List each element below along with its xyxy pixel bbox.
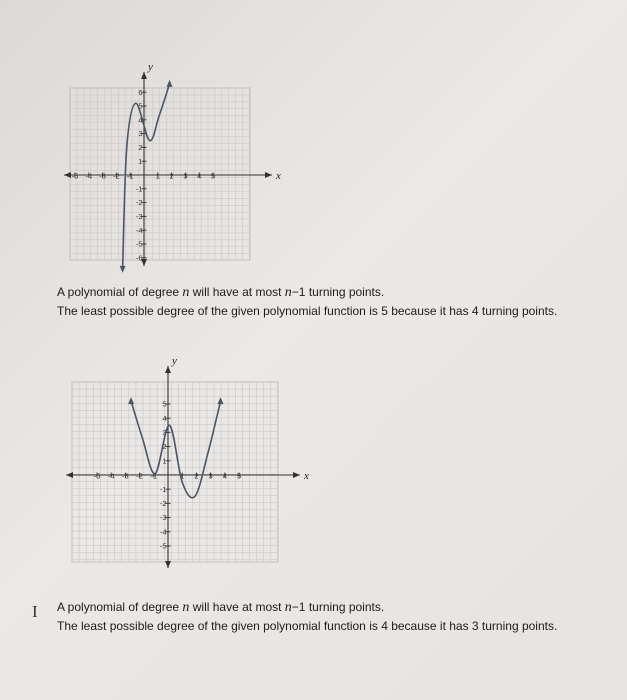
caption-1-line-2: The least possible degree of the given polynomial function is 5 because it has 4 turning points.	[57, 304, 558, 318]
x-tick-label: -2	[136, 471, 143, 481]
x-tick-label: -2	[113, 171, 120, 181]
y-axis-arrow-up	[165, 366, 171, 373]
y-axis-arrow-down	[165, 561, 171, 568]
graph-1-y-label: y	[148, 61, 153, 73]
x-tick-label: -4	[107, 471, 115, 481]
grid-border	[72, 382, 278, 562]
caption-1	[57, 283, 557, 320]
x-tick-label: -4	[85, 171, 93, 181]
caption-1-var-n-2: n	[284, 285, 292, 300]
y-tick-label: -6	[135, 253, 143, 263]
graph-1-x-label: x	[276, 170, 281, 182]
y-tick-label: -5	[135, 239, 143, 249]
x-tick-label: 1	[180, 471, 185, 481]
y-tick-label: -3	[159, 513, 167, 523]
caption-2-line-1	[57, 598, 557, 617]
x-tick-label: 4	[222, 471, 227, 481]
caption-2-text-c: −1 turning points.	[291, 600, 385, 614]
y-tick-label: 5	[138, 101, 143, 111]
y-tick-label: -5	[159, 541, 167, 551]
caption-2-line-2: The least possible degree of the given polynomial function is 4 because it has 3 turning points.	[57, 619, 558, 633]
x-tick-label: 1	[155, 171, 160, 181]
y-tick-label: 4	[162, 413, 167, 423]
caption-2-text-b: will have at most	[189, 600, 285, 614]
x-tick-label: 3	[183, 171, 188, 181]
x-axis-arrow-right	[265, 172, 272, 178]
caption-1-var-n: n	[182, 285, 190, 300]
graph-1-axes	[64, 72, 272, 266]
x-tick-label: 5	[236, 471, 242, 481]
y-tick-label: 5	[162, 399, 167, 409]
graph-2-y-label: y	[172, 355, 177, 367]
y-tick-label: 1	[162, 456, 167, 466]
x-tick-label: 2	[194, 471, 199, 481]
caption-1-text-b: will have at most	[189, 285, 285, 299]
curve-arrow-start	[120, 266, 126, 273]
y-tick-label: -2	[159, 499, 167, 508]
y-tick-label: -1	[135, 184, 143, 194]
text-cursor-icon: I	[32, 602, 38, 621]
x-tick-label: -5	[71, 171, 79, 181]
x-tick-label: -5	[93, 471, 101, 481]
y-tick-label: -4	[135, 225, 143, 235]
graph-2-grid	[72, 382, 278, 562]
curve-arrow-end	[167, 80, 173, 87]
caption-2-text-a: A polynomial of degree	[57, 600, 183, 614]
x-tick-label: -1	[126, 171, 134, 181]
x-axis-arrow-left	[66, 472, 73, 478]
curve-arrow-end	[218, 397, 224, 404]
graph-1	[60, 55, 281, 270]
caption-2	[57, 598, 557, 635]
x-tick-label: -3	[99, 171, 106, 181]
y-axis-arrow-up	[141, 72, 147, 79]
y-tick-label: -1	[159, 484, 167, 494]
caption-2-var-n: n	[182, 600, 190, 615]
y-tick-label: -4	[159, 527, 167, 537]
y-tick-label: -3	[135, 212, 143, 221]
caption-1-line-1	[57, 283, 557, 302]
y-tick-label: 1	[138, 156, 143, 166]
x-tick-label: 3	[208, 471, 213, 481]
x-axis-arrow-right	[293, 472, 300, 478]
y-tick-label: 2	[162, 442, 167, 452]
y-tick-label: 3	[138, 129, 143, 139]
y-tick-label: -2	[135, 198, 143, 208]
y-tick-label: 3	[162, 428, 167, 437]
x-tick-label: 4	[197, 171, 202, 181]
y-tick-label: 2	[138, 143, 143, 152]
x-tick-label: -1	[150, 471, 158, 481]
graph-2	[60, 350, 309, 590]
x-axis-arrow-left	[64, 172, 71, 178]
x-tick-label: 5	[210, 171, 216, 181]
caption-2-var-n-2: n	[284, 600, 292, 615]
graph-2-x-label: x	[304, 470, 309, 482]
caption-1-text-c: −1 turning points.	[291, 285, 385, 299]
x-tick-label: 2	[169, 171, 174, 181]
y-tick-label: 6	[138, 87, 143, 97]
x-tick-label: -3	[122, 471, 129, 481]
y-tick-label: 4	[138, 115, 143, 125]
caption-1-text-a: A polynomial of degree	[57, 285, 183, 299]
